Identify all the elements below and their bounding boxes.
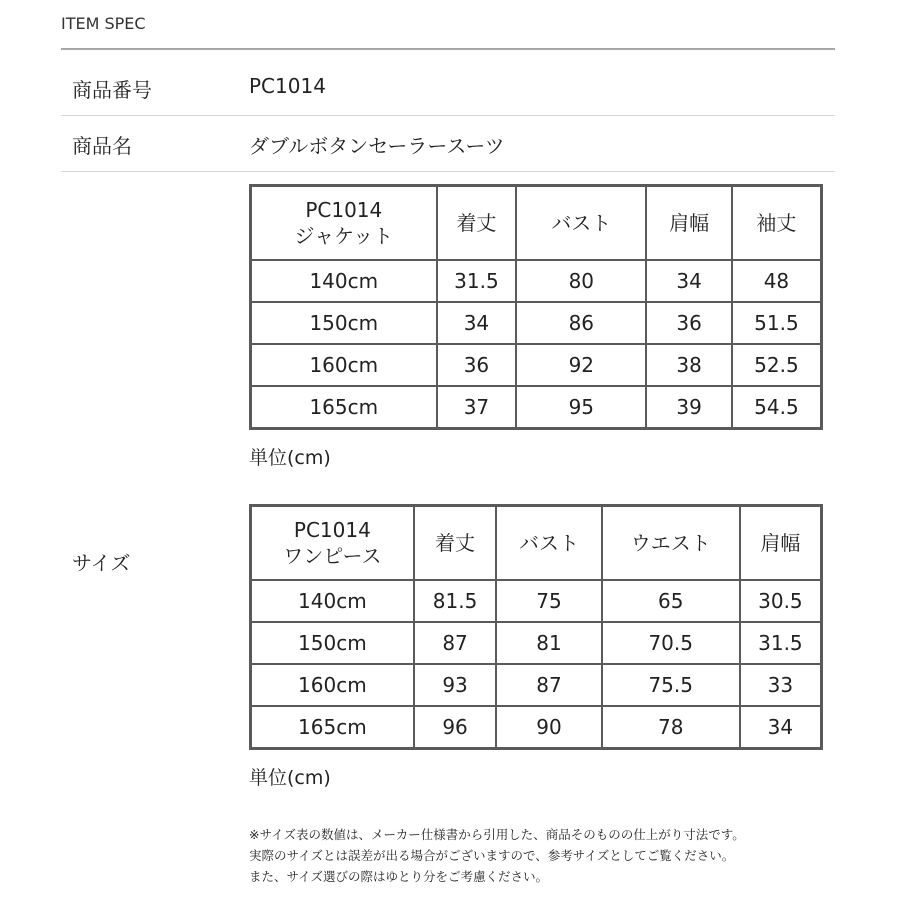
column-header: バスト	[496, 506, 601, 581]
table-header-model: PC1014 ジャケット	[251, 186, 437, 261]
value-cell: 78	[602, 706, 740, 749]
table-header-model: PC1014 ワンピース	[251, 506, 414, 581]
value-cell: 34	[437, 302, 517, 344]
size-cell: 140cm	[251, 260, 437, 302]
section-divider	[61, 48, 835, 50]
table-row	[251, 706, 822, 749]
size-cell: 165cm	[251, 386, 437, 429]
value-cell: 81.5	[414, 580, 497, 622]
note-line: ※サイズ表の数値は、メーカー仕様書から引用した、商品そのものの仕上がり寸法です。	[249, 827, 745, 842]
value-cell: 34	[740, 706, 822, 749]
column-header: 着丈	[437, 186, 517, 261]
spec-label-item-name: 商品名	[72, 134, 132, 158]
value-cell: 93	[414, 664, 497, 706]
value-cell: 31.5	[740, 622, 822, 664]
table-row	[251, 580, 822, 622]
value-cell: 96	[414, 706, 497, 749]
column-header: 袖丈	[732, 186, 822, 261]
value-cell: 92	[516, 344, 646, 386]
row-divider	[61, 171, 835, 172]
table-row	[251, 260, 822, 302]
table-row	[251, 386, 822, 429]
size-cell: 160cm	[251, 344, 437, 386]
table-row	[251, 344, 822, 386]
onepiece-size-table	[249, 504, 823, 750]
value-cell: 87	[414, 622, 497, 664]
spec-value-item-name: ダブルボタンセーラースーツ	[249, 134, 505, 158]
table-header-row	[251, 506, 822, 581]
size-cell: 150cm	[251, 622, 414, 664]
value-cell: 34	[646, 260, 731, 302]
size-disclaimer	[249, 824, 745, 887]
unit-label: 単位(cm)	[249, 447, 331, 469]
size-cell: 165cm	[251, 706, 414, 749]
row-divider	[61, 115, 835, 116]
value-cell: 52.5	[732, 344, 822, 386]
unit-label: 単位(cm)	[249, 767, 331, 789]
column-header: 肩幅	[646, 186, 731, 261]
column-header: ウエスト	[602, 506, 740, 581]
value-cell: 30.5	[740, 580, 822, 622]
value-cell: 86	[516, 302, 646, 344]
value-cell: 87	[496, 664, 601, 706]
table-row	[251, 664, 822, 706]
value-cell: 90	[496, 706, 601, 749]
value-cell: 54.5	[732, 386, 822, 429]
value-cell: 38	[646, 344, 731, 386]
value-cell: 80	[516, 260, 646, 302]
spec-label-item-number: 商品番号	[72, 78, 152, 102]
section-title: ITEM SPEC	[61, 14, 146, 33]
value-cell: 39	[646, 386, 731, 429]
value-cell: 31.5	[437, 260, 517, 302]
value-cell: 33	[740, 664, 822, 706]
note-line: 実際のサイズとは誤差が出る場合がございますので、参考サイズとしてご覧ください。	[249, 848, 735, 863]
table-row	[251, 622, 822, 664]
size-cell: 160cm	[251, 664, 414, 706]
size-cell: 140cm	[251, 580, 414, 622]
value-cell: 48	[732, 260, 822, 302]
value-cell: 75.5	[602, 664, 740, 706]
value-cell: 37	[437, 386, 517, 429]
note-line: また、サイズ選びの際はゆとり分をご考慮ください。	[249, 869, 549, 884]
value-cell: 81	[496, 622, 601, 664]
spec-label-size: サイズ	[72, 551, 131, 575]
value-cell: 36	[646, 302, 731, 344]
value-cell: 65	[602, 580, 740, 622]
table-header-row	[251, 186, 822, 261]
value-cell: 70.5	[602, 622, 740, 664]
value-cell: 51.5	[732, 302, 822, 344]
column-header: 着丈	[414, 506, 497, 581]
value-cell: 75	[496, 580, 601, 622]
column-header: バスト	[516, 186, 646, 261]
spec-value-item-number: PC1014	[249, 74, 326, 98]
table-row	[251, 302, 822, 344]
value-cell: 36	[437, 344, 517, 386]
size-cell: 150cm	[251, 302, 437, 344]
jacket-size-table	[249, 184, 823, 430]
column-header: 肩幅	[740, 506, 822, 581]
value-cell: 95	[516, 386, 646, 429]
